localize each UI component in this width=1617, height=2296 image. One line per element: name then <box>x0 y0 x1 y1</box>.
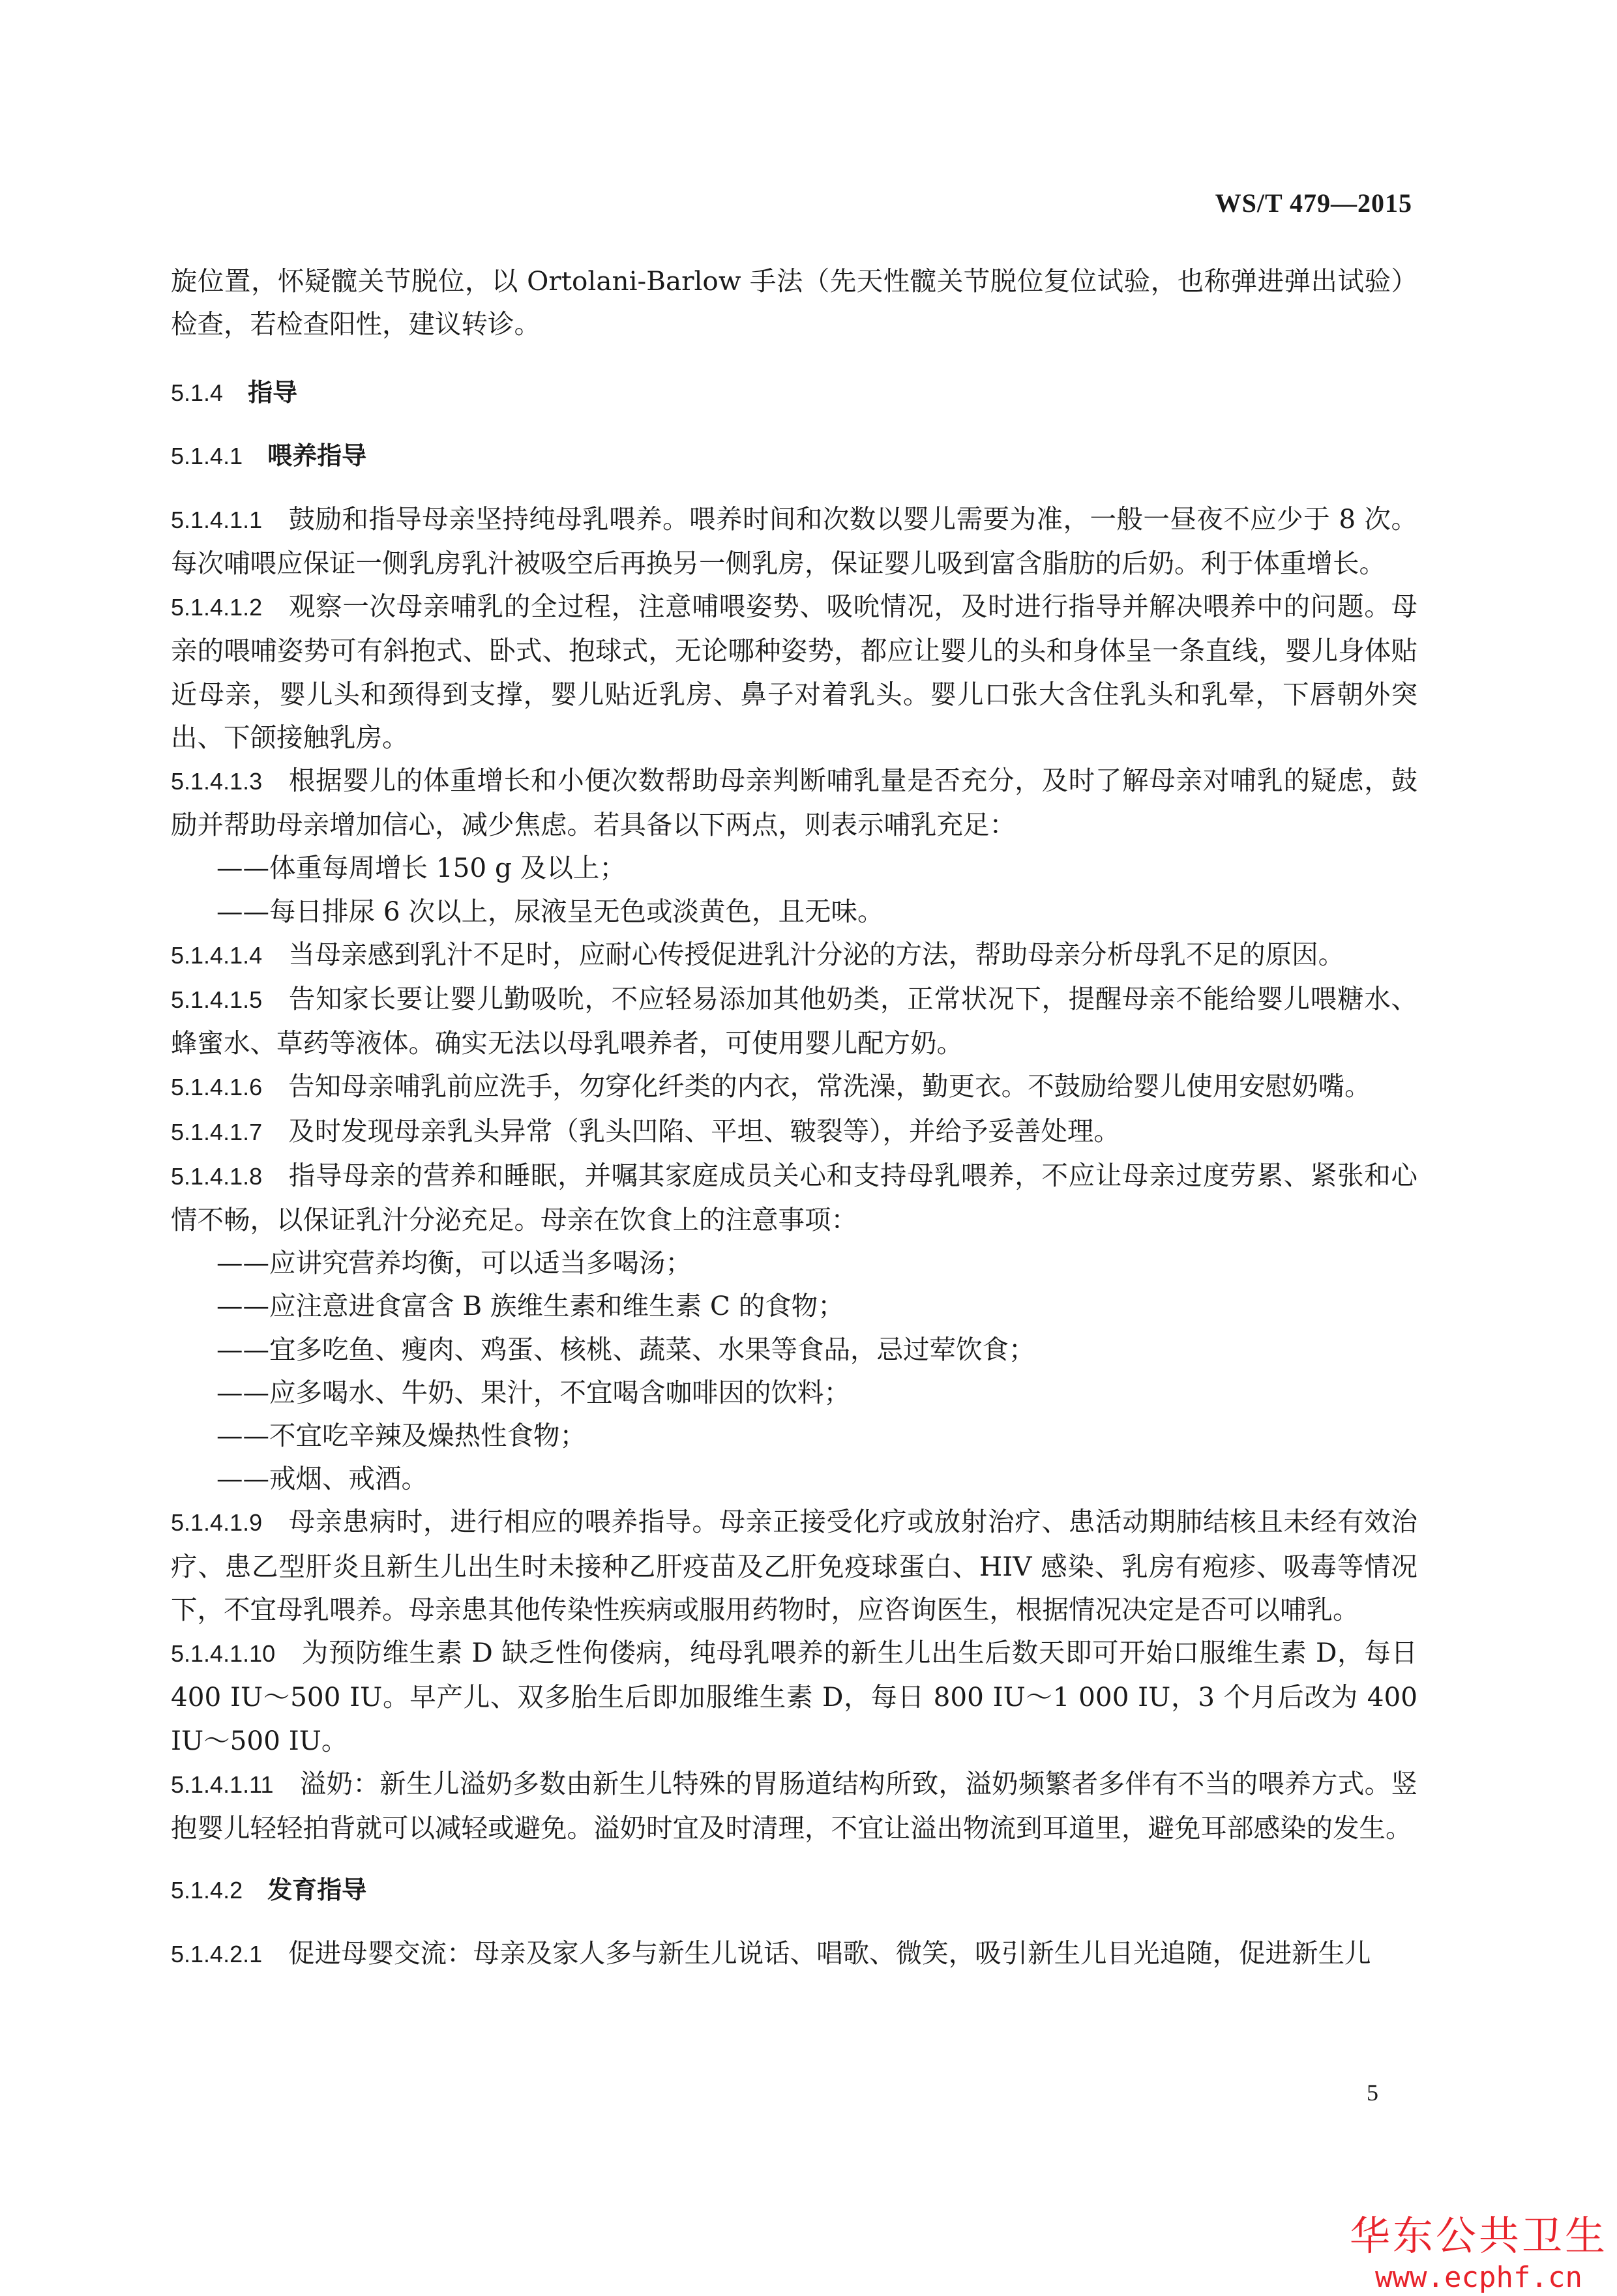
intro-paragraph: 旋位置，怀疑髋关节脱位，以 Ortolani-Barlow 手法（先天性髋关节脱位复位试验，也称弹进弹出试验）检查，若检查阳性，建议转诊。 <box>171 265 1417 340</box>
list-item: ——应讲究营养均衡，可以适当多喝汤； <box>216 1247 692 1279</box>
clause-5-1-4-1-7 <box>171 1110 1417 1154</box>
document-body <box>171 259 1417 1977</box>
clause-5-1-4-1-10 <box>171 1631 1417 1762</box>
list-item: ——戒烟、戒酒。 <box>216 1463 428 1495</box>
clause-number: 5.1.4.1.11 <box>171 1771 274 1798</box>
clause-text: 指导母亲的营养和睡眠，并嘱其家庭成员关心和支持母乳喂养，不应让母亲过度劳累、紧张和心情不畅，以保证乳汁分泌充足。母亲在饮食上的注意事项： <box>171 1159 1417 1236</box>
section-number: 5.1.4.2 <box>171 1877 243 1904</box>
section-heading-5-1-4-2 <box>171 1869 1417 1912</box>
standard-code: WS/T 479—2015 <box>1215 188 1412 218</box>
clause-number: 5.1.4.1.4 <box>171 941 263 969</box>
clause-number: 5.1.4.2.1 <box>171 1941 263 1968</box>
section-number: 5.1.4.1 <box>171 442 243 469</box>
clause-text: 及时发现母亲乳头异常（乳头凹陷、平坦、皲裂等），并给予妥善处理。 <box>288 1115 1120 1147</box>
clause-text: 告知家长要让婴儿勤吸吮，不应轻易添加其他奶类，正常状况下，提醒母亲不能给婴儿喂糖水、蜂蜜水、草药等液体。确实无法以母乳喂养者，可使用婴儿配方奶。 <box>171 983 1417 1059</box>
clause-number: 5.1.4.1.9 <box>171 1509 263 1537</box>
clause-number: 5.1.4.1.1 <box>171 506 263 533</box>
clause-number: 5.1.4.1.8 <box>171 1162 263 1190</box>
section-number: 5.1.4 <box>171 379 224 407</box>
clause-5-1-4-1-3 <box>171 759 1417 846</box>
clause-5-1-4-1-6 <box>171 1065 1417 1109</box>
watermark-text: 华东公共卫生 <box>1349 2212 1608 2259</box>
list-item: ——应注意进食富含 B 族维生素和维生素 C 的食物； <box>216 1290 844 1322</box>
list-item: ——每日排尿 6 次以上，尿液呈无色或淡黄色，且无味。 <box>216 895 884 927</box>
page-number: 5 <box>1367 2080 1378 2106</box>
list-item: ——宜多吃鱼、瘦肉、鸡蛋、核桃、蔬菜、水果等食品，忌过荤饮食； <box>216 1333 1035 1365</box>
clause-5-1-4-1-9 <box>171 1500 1417 1631</box>
clause-number: 5.1.4.1.2 <box>171 594 263 621</box>
clause-text: 根据婴儿的体重增长和小便次数帮助母亲判断哺乳量是否充分，及时了解母亲对哺乳的疑虑，鼓励并帮助母亲增加信心，减少焦虑。若具备以下两点，则表示哺乳充足： <box>171 765 1417 841</box>
section-heading-5-1-4 <box>171 372 1417 415</box>
clause-text: 促进母婴交流：母亲及家人多与新生儿说话、唱歌、微笑，吸引新生儿目光追随，促进新生儿 <box>288 1937 1371 1969</box>
clause-5-1-4-1-1 <box>171 497 1417 585</box>
site-watermark <box>1350 2213 1608 2296</box>
clause-5-1-4-1-5 <box>171 977 1417 1065</box>
clause-text: 当母亲感到乳汁不足时，应耐心传授促进乳汁分泌的方法，帮助母亲分析母乳不足的原因。 <box>288 938 1345 970</box>
clause-text: 为预防维生素 D 缺乏性佝偻病，纯母乳喂养的新生儿出生后数天即可开始口服维生素 D，每日 400 IU～500 IU。早产儿、双多胎生后即加服维生素 D，每日 800 IU～1 000 IU，3 个月后改为 400 IU～500 IU。 <box>171 1637 1417 1756</box>
section-heading-5-1-4-1 <box>171 435 1417 478</box>
clause-5-1-4-2-1 <box>171 1932 1417 1976</box>
clause-number: 5.1.4.1.7 <box>171 1118 263 1145</box>
clause-text: 告知母亲哺乳前应洗手，勿穿化纤类的内衣，常洗澡，勤更衣。不鼓励给婴儿使用安慰奶嘴。 <box>288 1070 1371 1102</box>
list-item: ——应多喝水、牛奶、果汁，不宜喝含咖啡因的饮料； <box>216 1376 850 1408</box>
clause-number: 5.1.4.1.3 <box>171 768 263 795</box>
clause-number: 5.1.4.1.6 <box>171 1074 263 1101</box>
clause-text: 溢奶：新生儿溢奶多数由新生儿特殊的胃肠道结构所致，溢奶频繁者多伴有不当的喂养方式。竖抱婴儿轻轻拍背就可以减轻或避免。溢奶时宜及时清理，不宜让溢出物流到耳道里，避免耳部感染的发生。 <box>171 1767 1417 1844</box>
clause-text: 母亲患病时，进行相应的喂养指导。母亲正接受化疗或放射治疗、患活动期肺结核且未经有效治疗、患乙型肝炎且新生儿出生时未接种乙肝疫苗及乙肝免疫球蛋白、HIV 感染、乳房有疱疹、吸毒等情况下，不宜母乳喂养。母亲患其他传染性疾病或服用药物时，应咨询医生，根据情况决定是否可以哺乳。 <box>171 1506 1417 1625</box>
watermark-url: www.ecphf.cn <box>1375 2261 1582 2294</box>
clause-5-1-4-1-11 <box>171 1762 1417 1849</box>
clause-5-1-4-1-4 <box>171 933 1417 977</box>
section-title: 喂养指导 <box>267 442 367 470</box>
list-item: ——体重每周增长 150 g 及以上； <box>216 852 626 884</box>
list-item: ——不宜吃辛辣及燥热性食物； <box>216 1420 586 1452</box>
section-title: 指导 <box>248 379 298 407</box>
clause-number: 5.1.4.1.5 <box>171 986 263 1014</box>
clause-text: 观察一次母亲哺乳的全过程，注意哺喂姿势、吸吮情况，及时进行指导并解决喂养中的问题。母亲的喂哺姿势可有斜抱式、卧式、抱球式，无论哪种姿势，都应让婴儿的头和身体呈一条直线，婴儿身体贴近母亲，婴儿头和颈得到支撑，婴儿贴近乳房、鼻子对着乳头。婴儿口张大含住乳头和乳晕，下唇朝外突出、下颌接触乳房。 <box>171 591 1417 753</box>
clause-text: 鼓励和指导母亲坚持纯母乳喂养。喂养时间和次数以婴儿需要为准，一般一昼夜不应少于 8 次。每次哺喂应保证一侧乳房乳汁被吸空后再换另一侧乳房，保证婴儿吸到富含脂肪的后奶。利于体重增长。 <box>171 503 1417 580</box>
clause-number: 5.1.4.1.10 <box>171 1640 276 1668</box>
clause-5-1-4-1-2 <box>171 585 1417 759</box>
section-title: 发育指导 <box>267 1877 367 1905</box>
clause-5-1-4-1-8 <box>171 1154 1417 1241</box>
